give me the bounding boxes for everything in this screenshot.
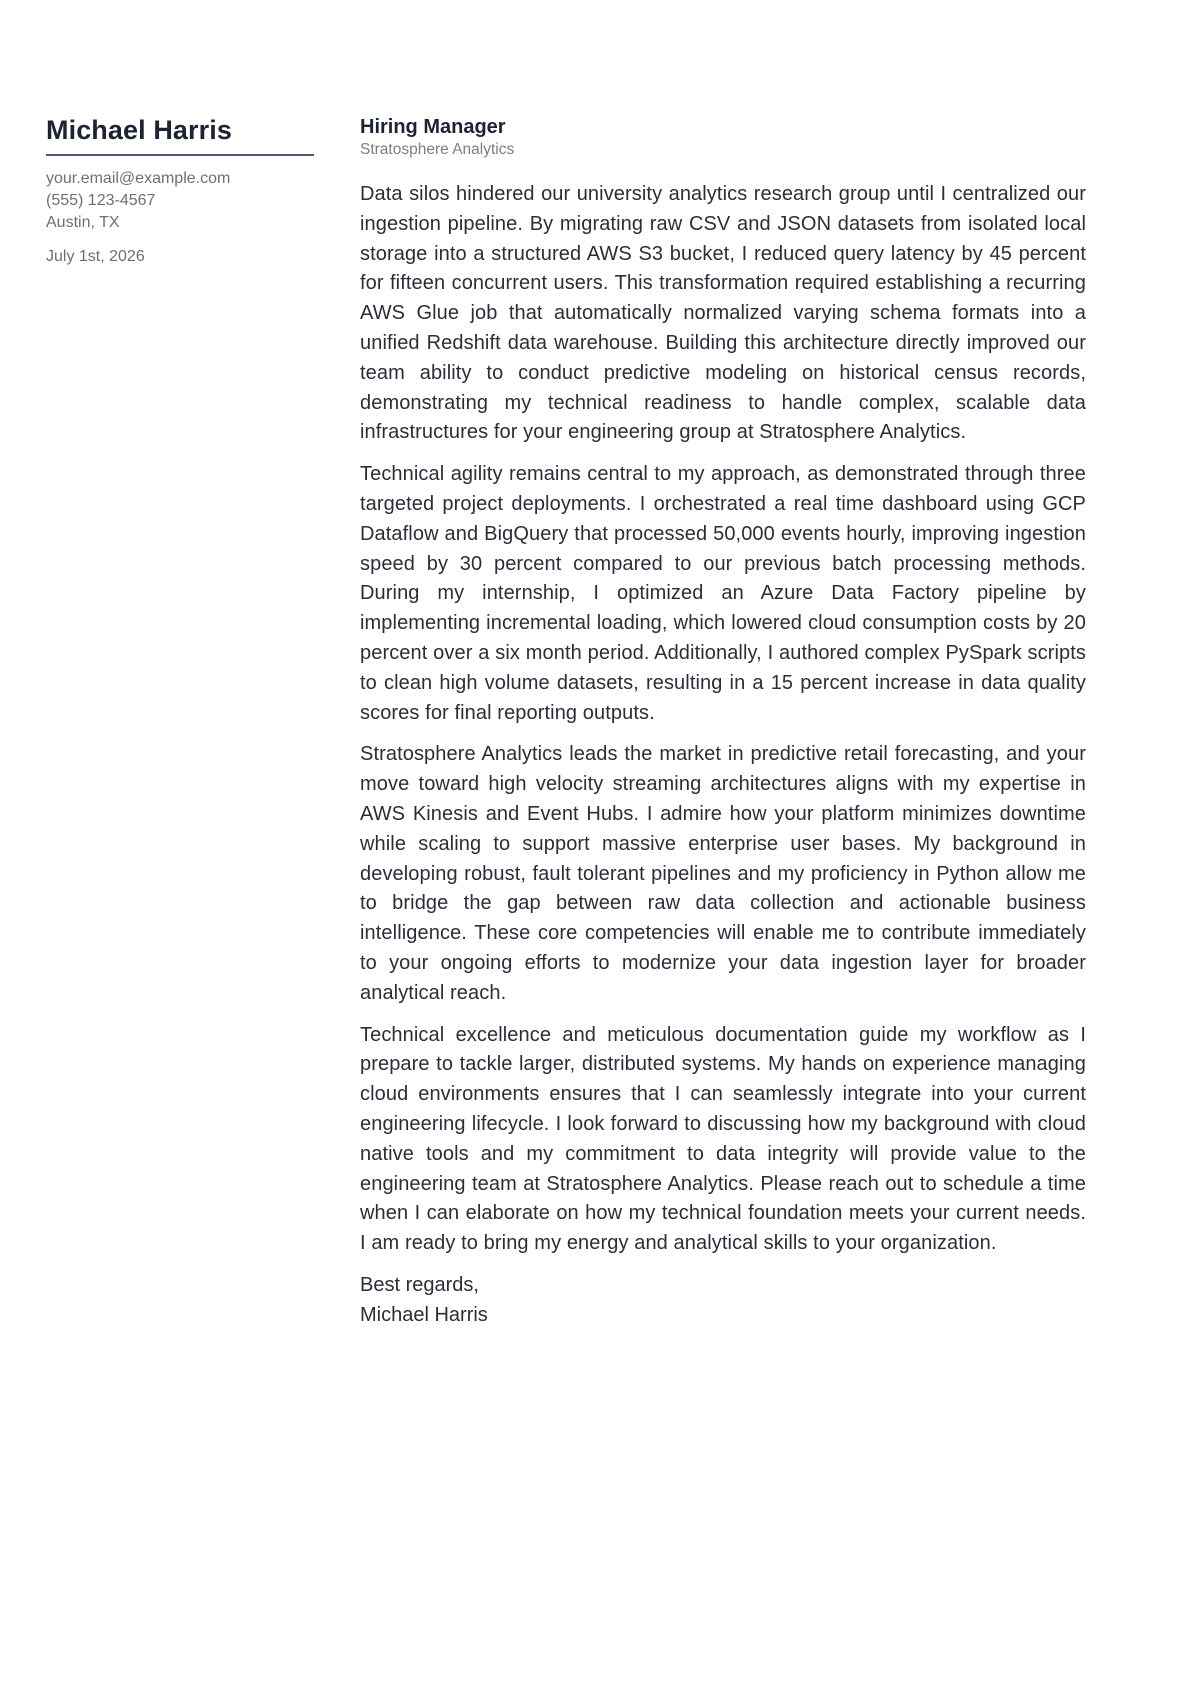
- sender-sidebar: [46, 112, 314, 268]
- letter-body: [360, 180, 1086, 1259]
- letter-date: July 1st, 2026: [46, 248, 145, 265]
- closing-salutation: Best regards,: [360, 1273, 479, 1296]
- recipient-title: Hiring Manager: [360, 116, 506, 138]
- name-divider: [46, 154, 314, 156]
- closing-signature: Michael Harris: [360, 1303, 488, 1326]
- body-paragraph-4: Technical excellence and meticulous documentation guide my workflow as I prepare to tackle larger, distributed systems. My hands on experience managing cloud environments ensures that I can seamlessly integrate into your current engineering lifecycle. I look forward to discussing how my background with cloud native tools and my commitment to data integrity will provide value to the engineering team at Stratosphere Analytics. Please reach out to schedule a time when I can elaborate on how my technical foundation meets your current needs. I am ready to bring my energy and analytical skills to your organization.: [360, 1023, 1086, 1255]
- body-paragraph-1: Data silos hindered our university analytics research group until I centralized our ingestion pipeline. By migrating raw CSV and JSON datasets from isolated local storage into a structured AWS S3 bucket, I reduced query latency by 45 percent for fifteen concurrent users. This transformation required establishing a recurring AWS Glue job that automatically normalized varying schema formats into a unified Redshift data warehouse. Building this architecture directly improved our team ability to conduct predictive modeling on historical census records, demonstrating my technical readiness to handle complex, scalable data infrastructures for your engineering group at Stratosphere Analytics.: [360, 183, 1086, 444]
- body-paragraph-2: Technical agility remains central to my approach, as demonstrated through three targeted project deployments. I orchestrated a real time dashboard using GCP Dataflow and BigQuery that processed 50,000 events hourly, improving ingestion speed by 30 percent compared to our previous batch processing methods. During my internship, I optimized an Azure Data Factory pipeline by implementing incremental loading, which lowered cloud consumption costs by 20 percent over a six month period. Additionally, I authored complex PySpark scripts to clean high volume datasets, resulting in a 15 percent increase in data quality scores for final reporting outputs.: [360, 463, 1086, 724]
- sender-location: Austin, TX: [46, 214, 120, 231]
- body-paragraph-3: Stratosphere Analytics leads the market in predictive retail forecasting, and your move toward high velocity streaming architectures aligns with my expertise in AWS Kinesis and Event Hubs. I admire how your platform minimizes downtime while scaling to support massive enterprise user bases. My background in developing robust, fault tolerant pipelines and my proficiency in Python allow me to bridge the gap between raw data collection and actionable business intelligence. These core competencies will enable me to contribute immediately to your ongoing efforts to modernize your data ingestion layer for broader analytical reach.: [360, 743, 1086, 1004]
- recipient-company: Stratosphere Analytics: [360, 141, 515, 158]
- letter-closing: [360, 1271, 1086, 1331]
- sender-phone: (555) 123-4567: [46, 192, 156, 209]
- letter-main: [360, 114, 1086, 1330]
- sender-email: your.email@example.com: [46, 170, 231, 187]
- sender-name: Michael Harris: [46, 115, 232, 145]
